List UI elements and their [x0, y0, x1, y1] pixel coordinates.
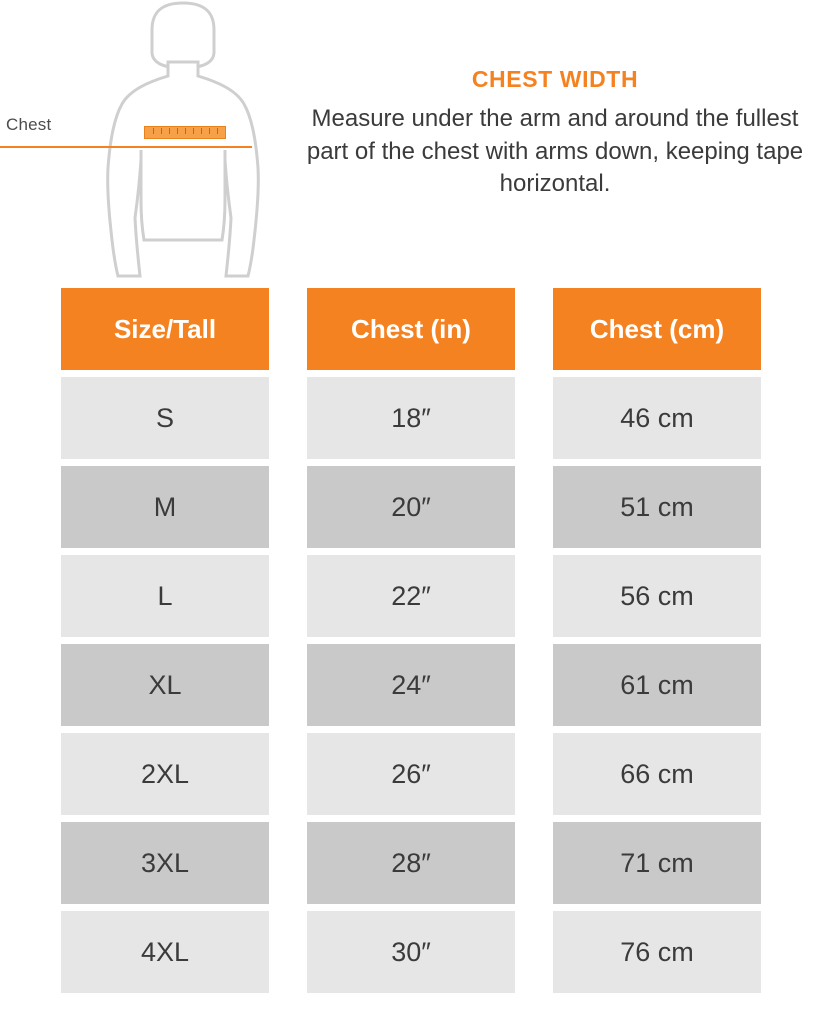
table-row	[0, 733, 822, 815]
cell-chest-cm: 71 cm	[553, 822, 761, 904]
cell-size: S	[61, 377, 269, 459]
male-torso-silhouette-icon	[78, 0, 288, 282]
cell-size: L	[61, 555, 269, 637]
tape-measure-icon	[144, 126, 226, 139]
cell-chest-in: 28″	[307, 822, 515, 904]
cell-chest-in: 20″	[307, 466, 515, 548]
cell-chest-in: 26″	[307, 733, 515, 815]
cell-size: 3XL	[61, 822, 269, 904]
cell-chest-cm: 66 cm	[553, 733, 761, 815]
cell-chest-in: 24″	[307, 644, 515, 726]
instruction-text: Measure under the arm and around the fullest part of the chest with arms down, keeping tape horizontal.	[306, 105, 804, 198]
cell-chest-in: 18″	[307, 377, 515, 459]
cell-chest-cm: 76 cm	[553, 911, 761, 993]
column-header-chest-cm: Chest (cm)	[553, 288, 761, 370]
table-row	[0, 555, 822, 637]
body-figure	[78, 0, 288, 282]
measurement-illustration-section	[0, 0, 822, 282]
cell-size: 2XL	[61, 733, 269, 815]
cell-size: 4XL	[61, 911, 269, 993]
table-row	[0, 911, 822, 993]
size-chart-table	[0, 288, 822, 1000]
cell-chest-in: 30″	[307, 911, 515, 993]
cell-chest-in: 22″	[307, 555, 515, 637]
table-row	[0, 822, 822, 904]
table-row	[0, 377, 822, 459]
column-header-chest-in: Chest (in)	[307, 288, 515, 370]
cell-chest-cm: 46 cm	[553, 377, 761, 459]
instruction-title: CHEST WIDTH	[471, 66, 639, 92]
cell-chest-cm: 61 cm	[553, 644, 761, 726]
column-header-size: Size/Tall	[61, 288, 269, 370]
cell-chest-cm: 51 cm	[553, 466, 761, 548]
table-header-row	[0, 288, 822, 370]
cell-chest-cm: 56 cm	[553, 555, 761, 637]
cell-size: M	[61, 466, 269, 548]
cell-size: XL	[61, 644, 269, 726]
chest-measure-line	[0, 146, 252, 148]
table-row	[0, 466, 822, 548]
instruction-block	[288, 66, 822, 201]
table-row	[0, 644, 822, 726]
chest-label: Chest	[6, 115, 52, 134]
